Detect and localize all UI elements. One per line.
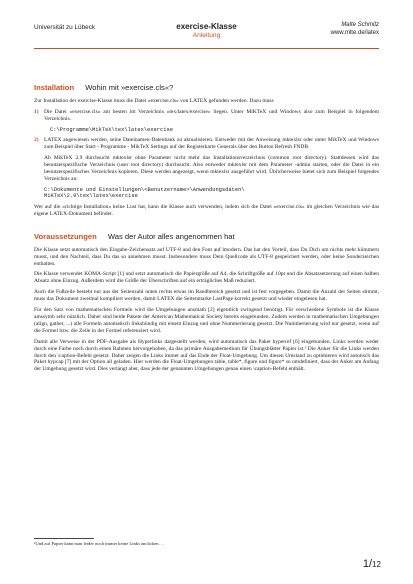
document-subtitle: Anleitung — [192, 32, 221, 39]
paragraph: Ab MikTeX 2.9 durchsucht mktexlsr ohne Parameter nicht mehr das Installationsverzeichnis (common root directory). Stattdessen wird das benutzerspezifische Verzeichnis (user root directory) durchsucht. Also entweder mktexlsr mit dem Parameter -admin starten, oder die Datei in ein benutzerspezifisches Verzeichnis kopieren. Diese werden angezeigt, wenn mktexlsr ausgeführt wird. Üblicherweise bietet sich zum Beispiel folgendes Verzeichnis an: — [44, 155, 379, 182]
page-number: 1/12 — [362, 558, 381, 570]
list-number: 1) — [34, 108, 39, 115]
author-name: Malte Schmitz — [341, 22, 379, 28]
page-current: 1 — [362, 558, 370, 570]
paragraph: Wer auf die »richtige Installation« keine Lust hat, kann die Klasse auch verwenden, indem sich die Datei »exercise.cls« im gleichen Verzeichnis wie das eigene LATEX-Dokument befindet. — [34, 203, 379, 217]
paragraph: Damit alle Verweise in der PDF-Ausgabe als Hyperlinks dargestellt werden, wird automatisch das Paket hyperref [6] eingebunden. Links werden weder durch eine Farbe noch durch einen Rahmen hervorgehoben, da das primäre Ausgabemedium für Übungsblätter Papier ist.¹ Die Anker für die Links werden durch den \caption-Befehl gesetzt. Daher zeigen die Links immer auf das Ende der Float-Umgebung. Um diesen Umstand zu optimieren wird autotisch das Paket hypcap [7] mit der Option all geladen. Hier werden die Float-Umgebungen table, table*, figure und figure* so umdefiniert, dass der Anker am Anfang der Umgebung gesetzt wird. Dies verlangt aber, dass jede der genannten Umgebungen genau einen \caption-Befehl enthält. — [34, 338, 379, 373]
list-item — [34, 137, 379, 200]
list-item — [34, 109, 379, 133]
list-number: 2) — [34, 137, 39, 144]
section-number: Voraussetzungen — [34, 231, 97, 241]
code-line: C:\Programme\MikTeX\tex\latex\exercise — [50, 126, 173, 133]
code-line: C:\Dokumente und Einstellungen\<Benutzername>\Anwendungsdaten\ — [44, 186, 245, 193]
document-title-block — [34, 22, 379, 39]
section-title: Was der Autor alles angenommen hat — [107, 231, 235, 241]
page-header — [34, 22, 379, 48]
page-content — [34, 57, 379, 377]
paragraph: Die Klasse verwendet KOMA-Script [1] und setzt automatisch die Papiergröße auf A4, die Schriftgröße auf 10pt und die Absatzsetzerung auf einen halben Absatz ohne Einzug. Außerdem wird die Größe der Überschriften auf ein erträgliches Maß reduziert. — [34, 271, 379, 285]
section-number: Installation — [34, 83, 75, 92]
section-heading-installation — [34, 83, 379, 92]
code-line: MiKTeX\2.9\tex\latex\exercise — [44, 193, 138, 200]
footnote: ¹Und auf Papier kann man leider noch immer keine Links anclicken. . . — [34, 541, 165, 546]
page-total: 12 — [372, 560, 381, 569]
paragraph: LATEX angewiesen werden, seine Dateinamen-Datenbank zu aktualisieren. Entweder mit der Anweisung mktexlsr oder unter MikTeX und Windows zum Beispiel über Start - Programme - MikTeX Settings auf der Registerkarte Generals über den Button Refresh FNDB. — [44, 137, 379, 151]
author-url[interactable]: www.mlte.de/latex — [330, 29, 379, 36]
section-title: Wohin mit »exercise.cls«? — [85, 83, 174, 92]
paragraph: Auch die Fußzeile besteht nur aus der Seitenzahl unten rechts etwas im Randbereich gesetzt und ist fest vorgegeben. Damit die Anzahl der Seiten stimmt, muss das Dokument zweimal kompiliert werden, damit LATEX die Seitenmarke LastPage korrekt gesetzt und wieder eingelesen hat. — [34, 289, 379, 303]
paragraph: Die Klasse setzt automatisch den Eingabe-Zeichensatz auf UTF-8 und den Font auf lmodern. Das hat den Vorteil, dass Du Dich um nichts mehr kümmern musst, und den Nachteil, dass Du das so annehmen musst. Insbesondere muss Dein Quellcode als UTF-8 gespeichert werden, oder keine Sonderzeichen enthalten. — [34, 246, 379, 267]
document-title: exercise-Klasse — [176, 22, 237, 31]
header-rule — [34, 48, 379, 49]
author-block — [331, 22, 379, 37]
footnote-rule — [34, 538, 94, 539]
paragraph: Für den Satz von mathematischen Formeln wird die Umgebungen ansmath [2] eigentlich zwingend benötigt. Für verschiedene Symbole ist die Klasse amssymb sehr nützlich. Daher sind beide Pakete der American Mathematical Society bereits eingebunden. Zudem werden in mathematischen Umgebungen (align, gather, ...) alle Formeln automatisch linksbündig mit einem Einzug und ohne Nummerierung gesetzt. Die Nummerierung wird nur gesetzt, wenn auf die Formel bzw. die Zeile in der Formel referenziert wird. — [34, 307, 379, 334]
section-heading-voraussetzungen — [34, 232, 379, 241]
paragraph: Zur Installation der exercise-Klasse muss die Datei »exercise.cls« von LATEX gefunden werden. Dazu muss — [34, 98, 274, 104]
university-name: Universität zu Lübeck — [34, 24, 96, 31]
paragraph: Die Datei »exercise.cls« am besten im Verzeichnis »tex/latex/exercise« liegen. Unter MiKTeX und Windows also zum Beispiel in folgendem Verzeichnis. — [44, 108, 379, 122]
